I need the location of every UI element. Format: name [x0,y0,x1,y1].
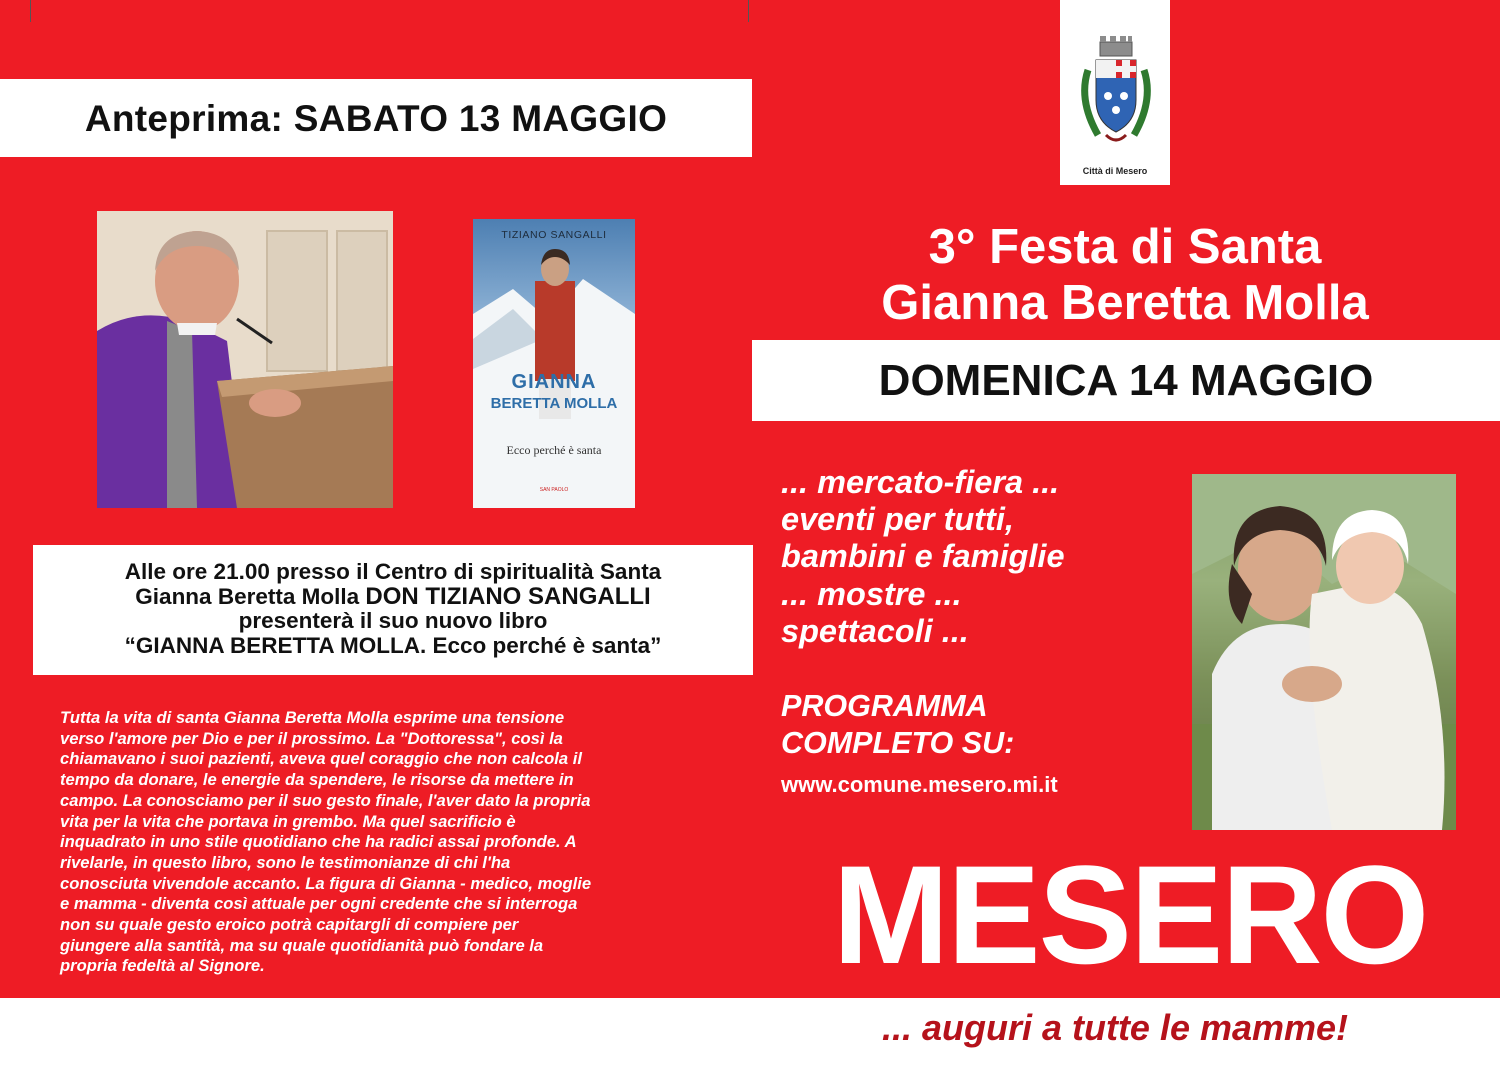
description-line: verso l'amore per Dio e per il prossimo. La "Dottoressa", così la [60,728,563,748]
coat-of-arms-icon [1060,0,1170,165]
description-line: tempo da donare, le energie da spendere, le risorse da mettere in [60,770,574,790]
festival-title-line1: 3° Festa di Santa [928,220,1322,274]
preview-banner-text: Anteprima: SABATO 13 MAGGIO [84,98,668,139]
description-line: Tutta la vita di santa Gianna Beretta Molla esprime una tensione [60,708,565,727]
book-cover-illustration [473,219,635,508]
description-line: e mamma - diventa così attuale per ogni credente che si interroga [60,894,578,914]
priest-photo [97,211,393,508]
program-heading-line1: PROGRAMMA [781,689,988,723]
town-logo-caption: Città di Mesero [1082,166,1148,176]
crop-mark [30,0,31,22]
book-publisher: SAN PAOLO [539,487,569,493]
description-line: giungere alla santità, ma su quale quotidianità può fondare la [60,935,544,955]
description-line: chiamavano i suoi pazienti, aveva quel coraggio che non calcola il [60,749,582,769]
priest-illustration [97,211,393,508]
event-line: ... mercato-fiera ... [781,464,1060,500]
description-line: rivelarle, in questo libro, sono le testimonianze di chi l'ha [60,852,511,872]
book-title-quote: “GIANNA BERETTA MOLLA. Ecco perché è santa” [124,632,662,658]
book-title-line2: BERETTA MOLLA [490,395,618,412]
description-line: propria fedeltà al Signore. [60,956,265,976]
book-subtitle: Ecco perché è santa [506,443,602,457]
description-line: campo. La conosciamo per il suo gesto finale, l'aver dato la propria [60,790,591,810]
event-line: eventi per tutti, [781,501,1014,537]
description-line: conosciuta vivendole accanto. La figura di Gianna - medico, moglie [60,873,592,893]
town-name: MESERO [832,836,1428,993]
book-description [60,708,740,977]
mothers-day-greeting: ... auguri a tutte le mamme! [881,1007,1349,1048]
book-cover [473,219,635,508]
website-link[interactable]: www.comune.mesero.mi.it [781,772,1058,797]
festival-date: DOMENICA 14 MAGGIO [878,356,1374,405]
town-logo-box [1060,0,1170,185]
mother-child-photo [1192,474,1456,830]
program-heading-line2: COMPLETO SU: [781,726,1015,760]
event-line: spettacoli ... [781,613,969,649]
book-title-line1: GIANNA [511,371,597,393]
announcement [33,560,753,658]
speaker-name: DON TIZIANO SANGALLI [365,582,651,610]
event-line: ... mostre ... [781,576,962,612]
book-author: TIZIANO SANGALLI [501,229,607,241]
event-line: bambini e famiglie [781,538,1065,574]
announcement-location: Gianna Beretta Molla [135,583,366,609]
description-line: vita per la vita che portava in grembo. Ma quel sacrificio è [60,811,516,831]
description-line: non su quale gesto eroico potrà capitargli di compiere per [60,915,519,935]
announcement-line: Alle ore 21.00 presso il Centro di spiritualità Santa [124,559,662,584]
announcement-line [33,582,753,610]
mother-child-illustration [1192,474,1456,830]
description-line: inquadrato in uno stile quotidiano che ha radici assai profonde. A [60,832,577,852]
crop-mark [748,0,749,22]
festival-title-line2: Gianna Beretta Molla [881,276,1369,330]
announcement-line: presenterà il suo nuovo libro [238,608,548,633]
